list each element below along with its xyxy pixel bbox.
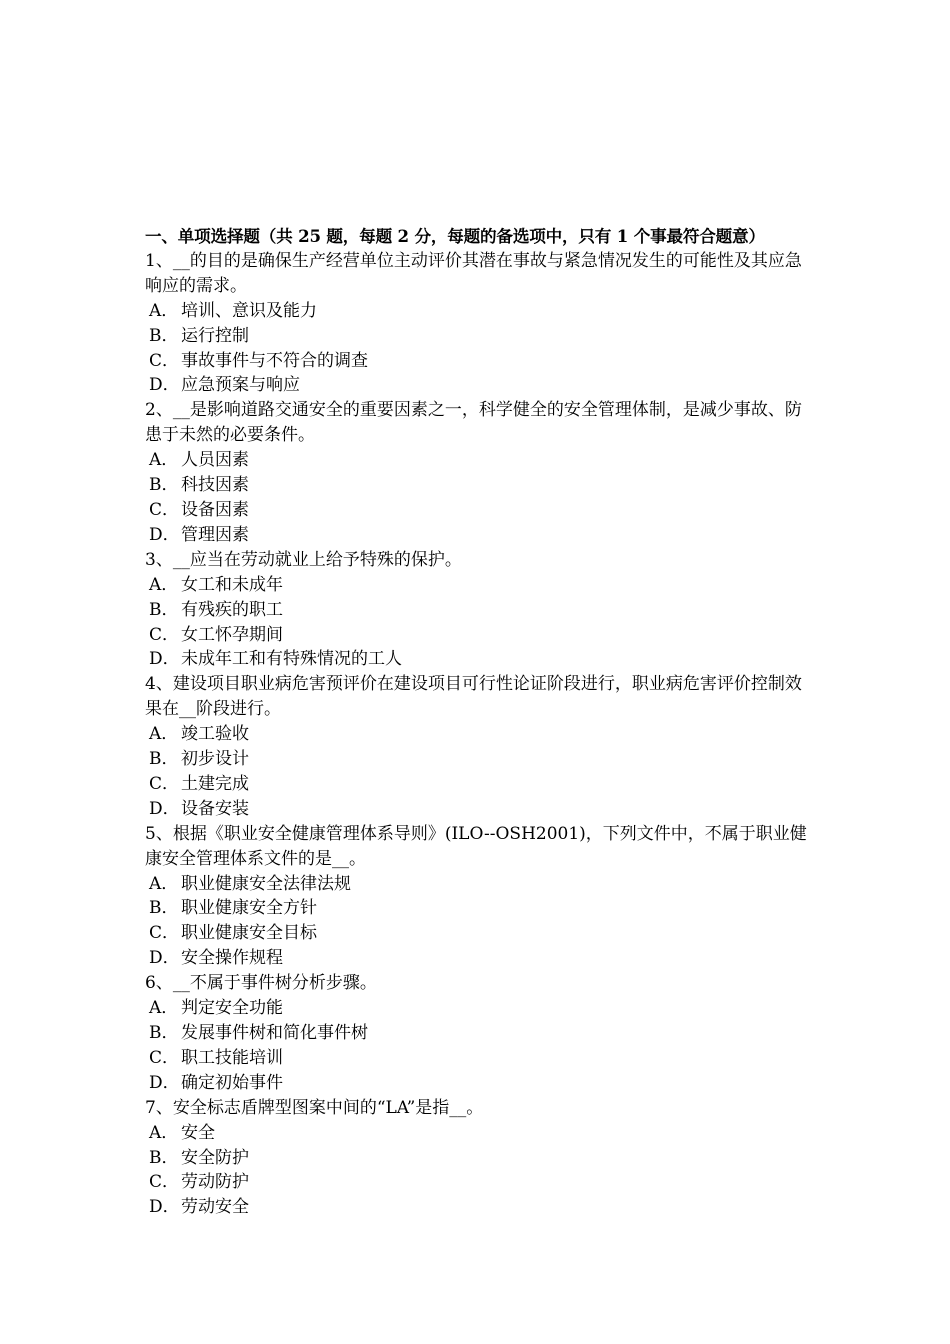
option-text: 安全 (181, 1122, 215, 1143)
option-key: B． (149, 475, 179, 496)
option-item (145, 921, 815, 946)
option-list (145, 573, 815, 673)
option-text: 确定初始事件 (181, 1072, 283, 1093)
option-key: C． (149, 1047, 180, 1068)
option-text: 判定安全功能 (181, 998, 283, 1019)
option-text: 劳动安全 (181, 1197, 249, 1218)
option-key: C． (149, 350, 180, 371)
question-2 (145, 398, 815, 547)
option-item (145, 598, 815, 623)
option-key: A． (149, 998, 179, 1019)
question-1 (145, 249, 815, 398)
option-key: D． (149, 524, 180, 545)
option-text: 职业健康安全目标 (181, 923, 317, 944)
option-text: 人员因素 (181, 450, 249, 471)
option-key: D． (149, 649, 180, 670)
option-item (145, 523, 815, 548)
option-key: A． (149, 574, 179, 595)
option-item (145, 299, 815, 324)
option-key: C． (149, 1172, 180, 1193)
option-key: D． (149, 1072, 180, 1093)
option-key: B． (149, 325, 179, 346)
question-stem: 7、安全标志盾牌型图案中间的“LA”是指__。 (145, 1097, 484, 1118)
option-list (145, 299, 815, 399)
option-item (145, 1195, 815, 1220)
option-key: C． (149, 773, 180, 794)
option-key: D． (149, 1197, 180, 1218)
option-item (145, 1121, 815, 1146)
section-title: 一、单项选择题（共 25 题，每题 2 分，每题的备选项中，只有 1 个事最符合题意） (145, 226, 765, 246)
option-item (145, 324, 815, 349)
question-stem: 3、__应当在劳动就业上给予特殊的保护。 (145, 549, 462, 570)
option-key: C． (149, 923, 180, 944)
option-item (145, 473, 815, 498)
option-item (145, 373, 815, 398)
option-key: A． (149, 300, 179, 321)
option-text: 安全操作规程 (181, 948, 283, 969)
option-item (145, 1146, 815, 1171)
option-item (145, 896, 815, 921)
option-list (145, 448, 815, 548)
option-text: 劳动防护 (181, 1172, 249, 1193)
option-key: B． (149, 749, 179, 770)
option-text: 科技因素 (181, 475, 249, 496)
option-key: B． (149, 599, 179, 620)
option-text: 女工和未成年 (181, 574, 283, 595)
option-item (145, 647, 815, 672)
option-text: 应急预案与响应 (181, 375, 300, 396)
option-item (145, 1071, 815, 1096)
option-text: 发展事件树和简化事件树 (181, 1023, 368, 1043)
option-item (145, 996, 815, 1021)
option-list (145, 722, 815, 822)
option-text: 未成年工和有特殊情况的工人 (181, 649, 402, 670)
option-key: D． (149, 798, 180, 819)
option-list (145, 996, 815, 1096)
question-6 (145, 971, 815, 1096)
option-item (145, 722, 815, 747)
option-list (145, 1121, 815, 1221)
option-key: B． (149, 1147, 179, 1168)
question-7 (145, 1096, 815, 1221)
question-stem: 6、__不属于事件树分析步骤。 (145, 973, 377, 994)
option-text: 运行控制 (181, 325, 249, 346)
option-item (145, 1170, 815, 1195)
question-3 (145, 548, 815, 673)
option-key: C． (149, 499, 180, 520)
option-key: C． (149, 624, 180, 645)
option-text: 培训、意识及能力 (181, 300, 317, 321)
option-key: A． (149, 450, 179, 471)
question-stem: 4、建设项目职业病危害预评价在建设项目可行性论证阶段进行，职业病危害评价控制效果在__阶段进行。 (145, 674, 802, 720)
option-text: 设备因素 (181, 499, 249, 520)
option-text: 女工怀孕期间 (181, 624, 283, 645)
option-key: D． (149, 375, 180, 396)
option-text: 设备安装 (181, 798, 249, 819)
option-item (145, 1021, 815, 1046)
option-text: 职业健康安全方针 (181, 898, 317, 919)
option-item (145, 448, 815, 473)
option-text: 土建完成 (181, 773, 249, 794)
option-text: 安全防护 (181, 1147, 249, 1168)
question-list (145, 249, 815, 1220)
question-4 (145, 672, 815, 821)
option-item (145, 797, 815, 822)
option-item (145, 747, 815, 772)
question-stem: 2、__是影响道路交通安全的重要因素之一，科学健全的安全管理体制，是减少事故、防患于未然的必要条件。 (145, 400, 802, 446)
option-text: 有残疾的职工 (181, 599, 283, 620)
question-stem: 5、根据《职业安全健康管理体系导则》(ILO--OSH2001)，下列文件中，不属于职业健康安全管理体系文件的是__。 (145, 823, 807, 869)
option-text: 职业健康安全法律法规 (181, 873, 351, 894)
option-key: B． (149, 898, 179, 919)
option-item (145, 349, 815, 374)
option-text: 初步设计 (181, 749, 249, 770)
option-text: 职工技能培训 (181, 1047, 283, 1068)
option-item (145, 1046, 815, 1071)
question-stem: 1、__的目的是确保生产经营单位主动评价其潜在事故与紧急情况发生的可能性及其应急响应的需求。 (145, 250, 802, 296)
option-key: A． (149, 724, 179, 745)
option-item (145, 573, 815, 598)
option-item (145, 946, 815, 971)
option-text: 管理因素 (181, 524, 249, 545)
option-key: A． (149, 1122, 179, 1143)
option-key: A． (149, 873, 179, 894)
question-5 (145, 822, 815, 971)
option-text: 事故事件与不符合的调查 (181, 350, 368, 371)
option-text: 竣工验收 (181, 724, 249, 745)
option-item (145, 623, 815, 648)
option-item (145, 498, 815, 523)
option-item (145, 772, 815, 797)
option-item (145, 872, 815, 897)
option-key: D． (149, 948, 180, 969)
option-list (145, 872, 815, 972)
option-key: B． (149, 1023, 179, 1043)
document-page (145, 224, 815, 1220)
